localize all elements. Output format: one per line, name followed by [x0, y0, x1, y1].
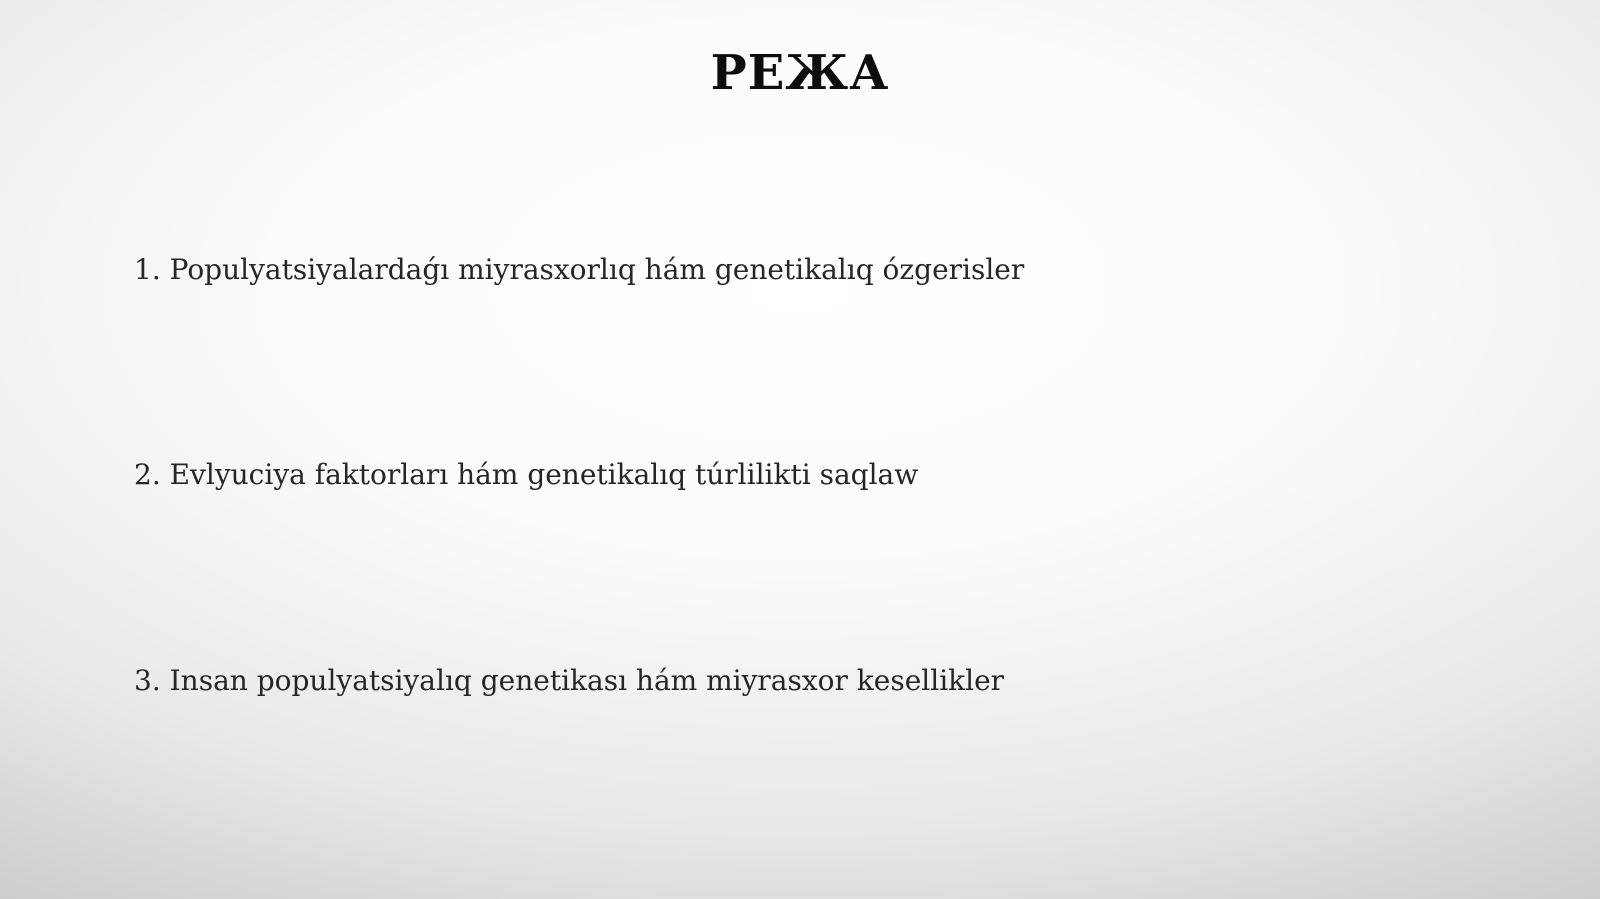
- slide-title: РЕЖА: [710, 45, 890, 101]
- plan-item-3: 3. Insan populyatsiyalıq genetikası hám miyrasxor kesellikler: [134, 664, 1005, 697]
- plan-item-1: 1. Populyatsiyalardaǵı miyrasxorlıq hám genetikalıq ózgerisler: [134, 253, 1025, 286]
- plan-item-2: 2. Evlyuciya faktorları hám genetikalıq túrlilikti saqlaw: [134, 458, 919, 491]
